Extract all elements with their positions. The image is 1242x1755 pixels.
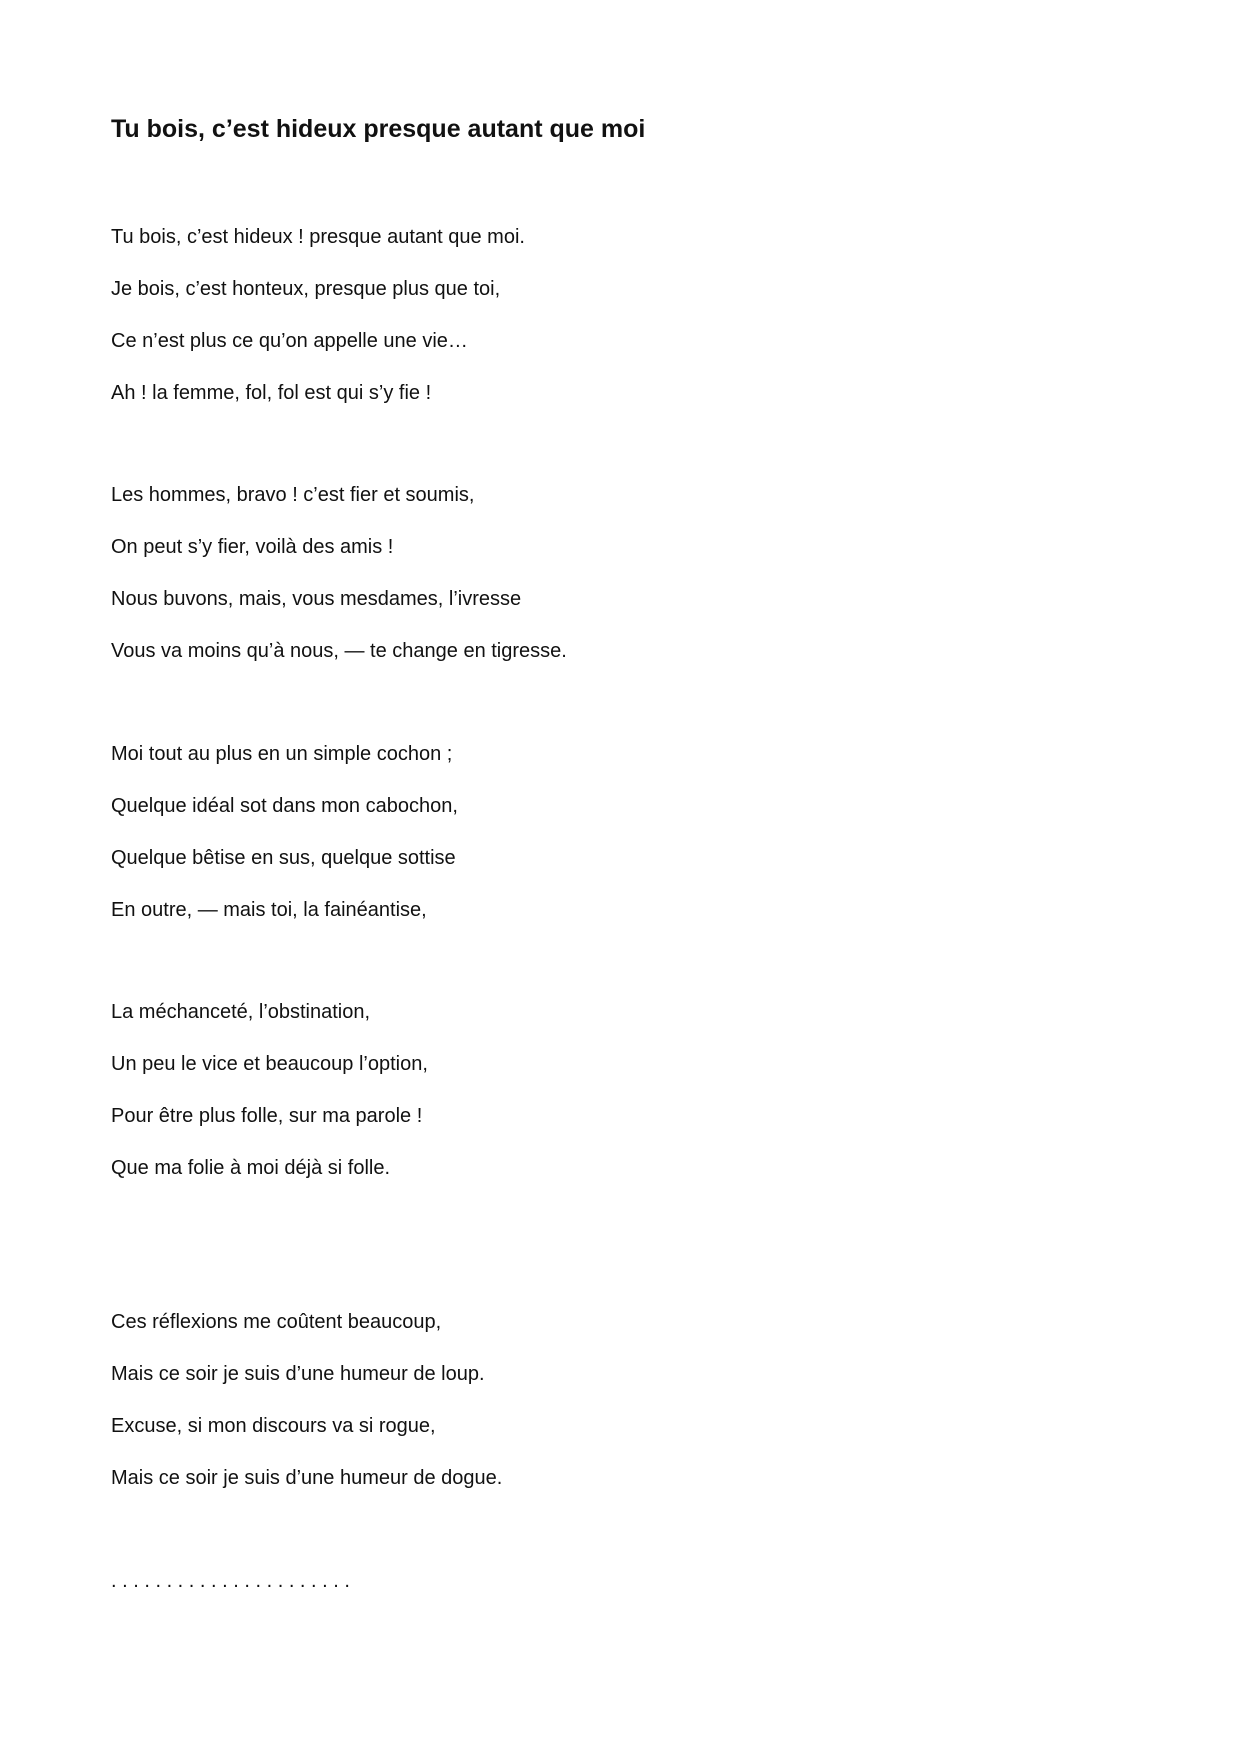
poem-title: Tu bois, c’est hideux presque autant que moi bbox=[111, 115, 646, 143]
verse-line: On peut s’y fier, voilà des amis ! bbox=[111, 536, 394, 558]
verse-line: Mais ce soir je suis d’une humeur de dogue. bbox=[111, 1467, 503, 1489]
verse-line: Vous va moins qu’à nous, — te change en tigresse. bbox=[111, 640, 567, 662]
verse-line: Ces réflexions me coûtent beaucoup, bbox=[111, 1311, 442, 1333]
verse-line: Excuse, si mon discours va si rogue, bbox=[111, 1415, 436, 1437]
verse-line: Pour être plus folle, sur ma parole ! bbox=[111, 1105, 423, 1127]
verse-line: Quelque bêtise en sus, quelque sottise bbox=[111, 847, 456, 869]
verse-line: Tu bois, c’est hideux ! presque autant que moi. bbox=[111, 226, 525, 248]
verse-line: Nous buvons, mais, vous mesdames, l’ivresse bbox=[111, 588, 522, 610]
verse-line: Moi tout au plus en un simple cochon ; bbox=[111, 743, 453, 765]
verse-line: Les hommes, bravo ! c’est fier et soumis, bbox=[111, 484, 475, 506]
verse-line: Je bois, c’est honteux, presque plus que toi, bbox=[111, 278, 501, 300]
verse-line: Mais ce soir je suis d’une humeur de loup. bbox=[111, 1363, 485, 1385]
verse-line: La méchanceté, l’obstination, bbox=[111, 1001, 371, 1023]
verse-line: Un peu le vice et beaucoup l’option, bbox=[111, 1053, 428, 1075]
ellipsis-line: . . . . . . . . . . . . . . . . . . . . . . bbox=[111, 1570, 350, 1592]
verse-line: Que ma folie à moi déjà si folle. bbox=[111, 1157, 391, 1179]
verse-line: Quelque idéal sot dans mon cabochon, bbox=[111, 795, 458, 817]
verse-line: En outre, — mais toi, la fainéantise, bbox=[111, 899, 427, 921]
verse-line: Ah ! la femme, fol, fol est qui s’y fie ! bbox=[111, 382, 432, 404]
verse-line: Ce n’est plus ce qu’on appelle une vie… bbox=[111, 330, 468, 352]
